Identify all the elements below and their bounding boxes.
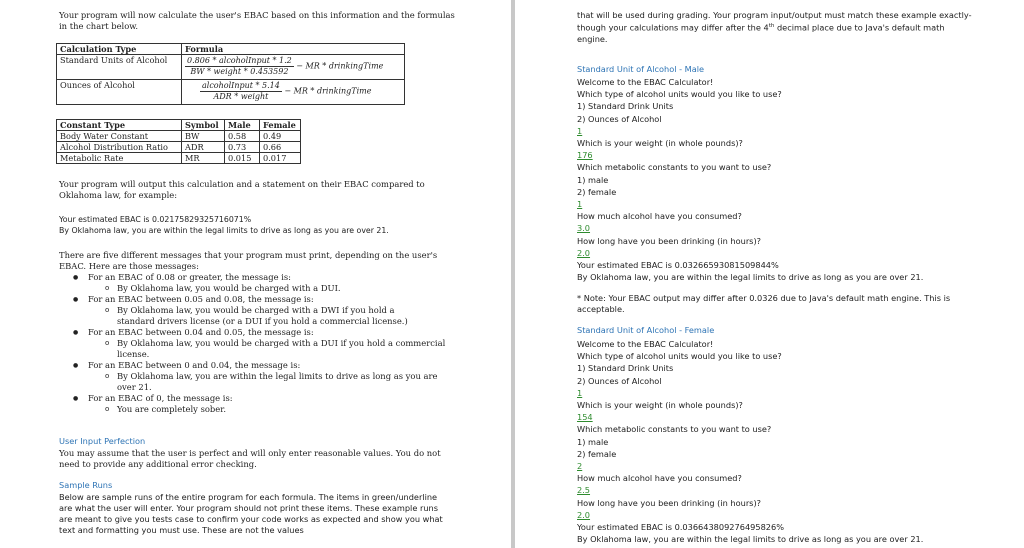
note-paragraph: * Note: Your EBAC output may differ after 0.0326 due to Java's default math engine. This is acceptable. [577, 293, 951, 314]
program-output-line: Your estimated EBAC is 0.03266593081509844% [577, 260, 779, 271]
list-item: o By Oklahoma law, you are within the legal limits to drive as long as you are over 21. [59, 371, 447, 393]
constants-table [56, 119, 301, 164]
formula-header-formula: Formula [182, 44, 405, 55]
program-output-line: 1) Standard Drink Units [577, 101, 674, 112]
program-output-line: How much alcohol have you consumed? [577, 211, 742, 222]
user-input-line: 3.0 [577, 223, 591, 234]
list-item: ● For an EBAC between 0.04 and 0.05, the message is: [59, 327, 459, 338]
male-sample-run [577, 76, 997, 283]
table-cell: 0.49 [260, 131, 301, 142]
formula-numerator: 0.806 * alcoholInput * 1.2 [187, 56, 292, 65]
program-output-line: By Oklahoma law, you are within the legal limits to drive as long as you are over 21. [577, 272, 924, 283]
list-item: ● For an EBAC between 0.05 and 0.08, the message is: [59, 294, 459, 305]
table-cell: 0.66 [260, 142, 301, 153]
formula-cell [182, 80, 405, 105]
list-item: o By Oklahoma law, you would be charged with a DUI if you hold a commercial license. [59, 338, 447, 360]
perfection-paragraph: You may assume that the user is perfect and will only enter reasonable values. You do not need to provide any additional error checking. [59, 448, 441, 469]
program-output-line: 1) male [577, 174, 609, 185]
program-output-line: Which is your weight (in whole pounds)? [577, 138, 743, 149]
example-ebac-line: Your estimated EBAC is 0.02175829325716071% [59, 215, 252, 224]
constants-header: Symbol [182, 120, 225, 131]
constants-header: Female [260, 120, 301, 131]
user-input-line: 2.5 [577, 485, 591, 496]
formula-header-type: Calculation Type [57, 44, 182, 55]
user-input-line: 2 [577, 461, 583, 472]
table-row [57, 142, 301, 153]
table-cell: 0.015 [225, 153, 260, 164]
table-cell: 0.58 [225, 131, 260, 142]
table-cell: 0.73 [225, 142, 260, 153]
program-output-line: How long have you been drinking (in hours)? [577, 497, 761, 508]
formula-tail: − MR * drinkingTime [284, 86, 372, 96]
program-output-line: Which metabolic constants to you want to use? [577, 424, 772, 435]
program-output-line: Welcome to the EBAC Calculator! [577, 339, 714, 349]
formula-tail: − MR * drinkingTime [296, 61, 384, 71]
program-output-line: Your estimated EBAC is 0.036643809276495826% [577, 522, 784, 533]
continuation-text-a: that will be used during grading. Your program input/output must match these example exactly- though your calculations may differ after the 4 [577, 10, 972, 33]
program-output-line: How much alcohol have you consumed? [577, 473, 742, 484]
ordinal-suffix: th [768, 23, 775, 29]
output-intro: Your program will output this calculation and a statement on their EBAC compared to Oklahoma law, for example: [59, 179, 425, 200]
formula-type-cell: Standard Units of Alcohol [57, 55, 182, 80]
program-output-line: 2) female [577, 186, 617, 197]
table-cell: BW [182, 131, 225, 142]
list-item: ● For an EBAC of 0, the message is: [59, 393, 459, 404]
list-item: o By Oklahoma law, you would be charged with a DUI. [59, 283, 459, 294]
intro-paragraph: Your program will now calculate the user's EBAC based on this information and the formulas in the chart below. [59, 10, 455, 31]
program-output-line: Which is your weight (in whole pounds)? [577, 400, 743, 411]
continuation-text-b: decimal place due to Java's default math engine. [577, 22, 945, 44]
constants-header: Constant Type [57, 120, 182, 131]
program-output-line: 1) male [577, 436, 609, 447]
formula-fraction [200, 81, 282, 102]
table-cell: MR [182, 153, 225, 164]
table-row [57, 80, 405, 105]
program-output-line: 2) Ounces of Alcohol [577, 375, 662, 386]
perfection-heading: User Input Perfection [59, 436, 146, 446]
table-cell: Body Water Constant [57, 131, 182, 142]
example-law-line: By Oklahoma law, you are within the legal limits to drive as long as you are over 21. [59, 226, 389, 235]
table-row [57, 131, 301, 142]
sample-runs-heading: Sample Runs [59, 480, 113, 490]
formula-denominator: ADR * weight [213, 92, 269, 101]
female-run-heading: Standard Unit of Alcohol - Female [577, 325, 715, 335]
program-output-line: 1) Standard Drink Units [577, 363, 674, 374]
continuation-paragraph [577, 10, 972, 45]
list-item: ● For an EBAC between 0 and 0.04, the message is: [59, 360, 459, 371]
male-run-heading: Standard Unit of Alcohol - Male [577, 64, 705, 74]
program-output-line: Which type of alcohol units would you like to use? [577, 89, 782, 100]
formula-fraction [185, 56, 294, 77]
program-output-line: 2) Ounces of Alcohol [577, 113, 662, 124]
program-output-line: By Oklahoma law, you are within the legal limits to drive as long as you are over 21. [577, 534, 924, 545]
messages-intro: There are five different messages that your program must print, depending on the user's EBAC. Here are those messages: [59, 250, 438, 271]
messages-list [59, 272, 459, 415]
sample-runs-paragraph: Below are sample runs of the entire program for each formula. The items in green/underline are what the user will enter. Your program should not print these items. These example runs are meant to give you tests case to confirm your code works as expected and show you what text and formatting you must use. These are not the values [59, 492, 443, 535]
table-cell: ADR [182, 142, 225, 153]
table-row [57, 55, 405, 80]
table-cell: Metabolic Rate [57, 153, 182, 164]
user-input-line: 154 [577, 412, 593, 423]
formula-numerator: alcoholInput * 5.14 [202, 81, 280, 90]
user-input-line: 1 [577, 387, 583, 398]
table-cell: Alcohol Distribution Ratio [57, 142, 182, 153]
list-item: ● For an EBAC of 0.08 or greater, the message is: [59, 272, 459, 283]
user-input-line: 2.0 [577, 247, 591, 258]
program-output-line: Which type of alcohol units would you like to use? [577, 351, 782, 362]
user-input-line: 1 [577, 125, 583, 136]
list-item: o By Oklahoma law, you would be charged with a DWI if you hold a standard drivers license (or a DUI if you hold a commercial license.) [59, 305, 427, 327]
table-cell: 0.017 [260, 153, 301, 164]
formula-table [56, 43, 405, 105]
user-input-line: 1 [577, 199, 583, 210]
program-output-line: How long have you been drinking (in hours)? [577, 235, 761, 246]
table-row [57, 153, 301, 164]
list-item: o You are completely sober. [59, 404, 459, 415]
constants-header: Male [225, 120, 260, 131]
female-sample-run [577, 338, 997, 545]
user-input-line: 176 [577, 150, 593, 161]
formula-cell [182, 55, 405, 80]
program-output-line: Welcome to the EBAC Calculator! [577, 77, 714, 87]
left-page [0, 0, 511, 548]
right-page [515, 0, 1024, 548]
program-output-line: Which metabolic constants to you want to use? [577, 162, 772, 173]
formula-type-cell: Ounces of Alcohol [57, 80, 182, 105]
user-input-line: 2.0 [577, 509, 591, 520]
program-output-line: 2) female [577, 448, 617, 459]
formula-denominator: BW * weight * 0.453592 [190, 67, 289, 76]
